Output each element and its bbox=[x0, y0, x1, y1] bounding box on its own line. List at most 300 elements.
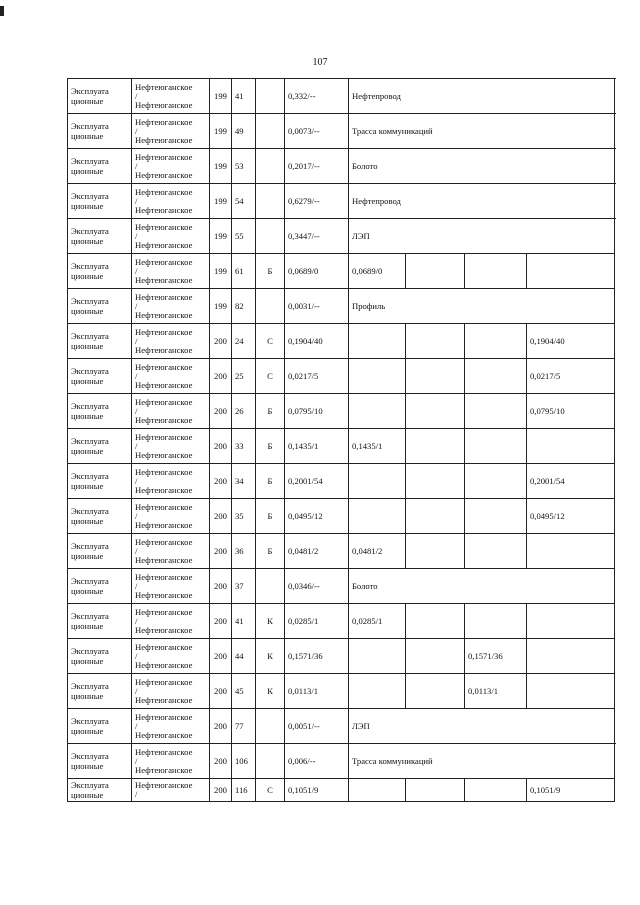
usage-type-cell bbox=[68, 149, 132, 184]
section-number-cell: 25 bbox=[232, 359, 256, 394]
usage-type-line: ционные bbox=[71, 376, 104, 386]
section-number-cell: 41 bbox=[232, 604, 256, 639]
usage-type-line: Эксплуата bbox=[71, 156, 109, 166]
note-cell: Профиль bbox=[349, 289, 615, 324]
category-cell: К bbox=[256, 604, 285, 639]
field-name-line: Нефтеюганское bbox=[135, 81, 193, 92]
usage-type-line: Эксплуата bbox=[71, 576, 109, 586]
section-number-cell: 26 bbox=[232, 394, 256, 429]
block-number-cell: 199 bbox=[210, 149, 232, 184]
split-col-4-cell bbox=[527, 534, 615, 569]
field-name-line: Нефтеюганское bbox=[135, 484, 193, 495]
area-cell: 0,0051/-- bbox=[285, 709, 349, 744]
split-col-3-cell bbox=[465, 779, 527, 802]
usage-type-line: Эксплуата bbox=[71, 366, 109, 376]
field-name-line: Нефтеюганское bbox=[135, 169, 193, 180]
block-number-cell: 200 bbox=[210, 604, 232, 639]
section-number-cell: 45 bbox=[232, 674, 256, 709]
field-name-line: Нефтеюганское bbox=[135, 729, 193, 740]
split-col-3-cell bbox=[465, 464, 527, 499]
usage-type-line: Эксплуата bbox=[71, 331, 109, 341]
usage-type-cell bbox=[68, 744, 132, 779]
usage-type-cell bbox=[68, 394, 132, 429]
area-cell: 0,1051/9 bbox=[285, 779, 349, 802]
block-number-cell: 199 bbox=[210, 114, 232, 149]
field-name-cell bbox=[132, 604, 210, 639]
field-name-line: / bbox=[135, 335, 138, 346]
area-cell: 0,2017/-- bbox=[285, 149, 349, 184]
field-name-line: / bbox=[135, 195, 138, 206]
area-cell: 0,0113/1 bbox=[285, 674, 349, 709]
usage-type-cell bbox=[68, 429, 132, 464]
area-cell: 0,0073/-- bbox=[285, 114, 349, 149]
section-number-cell: 35 bbox=[232, 499, 256, 534]
section-number-cell: 37 bbox=[232, 569, 256, 604]
usage-type-line: Эксплуата bbox=[71, 226, 109, 236]
page-number: 107 bbox=[312, 57, 328, 68]
block-number-cell: 200 bbox=[210, 464, 232, 499]
table-row bbox=[68, 499, 615, 534]
field-name-line: / bbox=[135, 720, 138, 731]
section-number-cell: 49 bbox=[232, 114, 256, 149]
field-name-line: Нефтеюганское bbox=[135, 641, 193, 652]
split-col-1-cell bbox=[349, 674, 406, 709]
field-name-line: Нефтеюганское bbox=[135, 554, 193, 565]
note-cell: ЛЭП bbox=[349, 709, 615, 744]
category-cell bbox=[256, 709, 285, 744]
usage-type-line: Эксплуата bbox=[71, 541, 109, 551]
table-row bbox=[68, 569, 615, 604]
block-number-cell: 200 bbox=[210, 744, 232, 779]
field-name-line: Нефтеюганское bbox=[135, 99, 193, 110]
area-cell: 0,0346/-- bbox=[285, 569, 349, 604]
table-row bbox=[68, 359, 615, 394]
field-name-line: Нефтеюганское bbox=[135, 361, 193, 372]
field-name-cell bbox=[132, 674, 210, 709]
split-col-2-cell bbox=[406, 674, 465, 709]
category-cell bbox=[256, 114, 285, 149]
usage-type-cell bbox=[68, 254, 132, 289]
table-body bbox=[68, 79, 615, 802]
section-number-cell: 55 bbox=[232, 219, 256, 254]
category-cell: К bbox=[256, 674, 285, 709]
forest-plots-table bbox=[67, 78, 615, 802]
table-row bbox=[68, 639, 615, 674]
usage-type-cell bbox=[68, 534, 132, 569]
field-name-line: / bbox=[135, 300, 138, 311]
field-name-line: / bbox=[135, 440, 138, 451]
split-col-2-cell bbox=[406, 464, 465, 499]
usage-type-line: Эксплуата bbox=[71, 751, 109, 761]
section-number-cell: 24 bbox=[232, 324, 256, 359]
split-col-2-cell bbox=[406, 534, 465, 569]
field-name-line: Нефтеюганское bbox=[135, 309, 193, 320]
field-name-line: Нефтеюганское bbox=[135, 711, 193, 722]
section-number-cell: 41 bbox=[232, 79, 256, 114]
split-col-2-cell bbox=[406, 499, 465, 534]
field-name-line: Нефтеюганское bbox=[135, 239, 193, 250]
usage-type-cell bbox=[68, 709, 132, 744]
split-col-1-cell bbox=[349, 394, 406, 429]
field-name-line: Нефтеюганское bbox=[135, 186, 193, 197]
field-name-line: / bbox=[135, 370, 138, 381]
table-row bbox=[68, 744, 615, 779]
usage-type-line: Эксплуата bbox=[71, 121, 109, 131]
table-row bbox=[68, 709, 615, 744]
usage-type-line: ционные bbox=[71, 516, 104, 526]
split-col-2-cell bbox=[406, 429, 465, 464]
block-number-cell: 200 bbox=[210, 429, 232, 464]
category-cell: Б bbox=[256, 499, 285, 534]
block-number-cell: 199 bbox=[210, 79, 232, 114]
usage-type-line: ционные bbox=[71, 411, 104, 421]
section-number-cell: 44 bbox=[232, 639, 256, 674]
table-row bbox=[68, 604, 615, 639]
field-name-line: / bbox=[135, 510, 138, 521]
usage-type-line: ционные bbox=[71, 166, 104, 176]
field-name-line: Нефтеюганское bbox=[135, 624, 193, 635]
usage-type-line: ционные bbox=[71, 790, 104, 800]
usage-type-line: ционные bbox=[71, 446, 104, 456]
usage-type-line: Эксплуата bbox=[71, 296, 109, 306]
field-name-line: Нефтеюганское bbox=[135, 764, 193, 775]
area-cell: 0,0481/2 bbox=[285, 534, 349, 569]
split-col-4-cell: 0,0495/12 bbox=[527, 499, 615, 534]
usage-type-cell bbox=[68, 569, 132, 604]
split-col-3-cell bbox=[465, 604, 527, 639]
section-number-cell: 106 bbox=[232, 744, 256, 779]
usage-type-line: ционные bbox=[71, 201, 104, 211]
note-cell: Нефтепровод bbox=[349, 184, 615, 219]
area-cell: 0,0285/1 bbox=[285, 604, 349, 639]
table-row bbox=[68, 324, 615, 359]
usage-type-cell bbox=[68, 359, 132, 394]
split-col-2-cell bbox=[406, 394, 465, 429]
split-col-2-cell bbox=[406, 254, 465, 289]
field-name-cell bbox=[132, 639, 210, 674]
field-name-line: Нефтеюганское bbox=[135, 431, 193, 442]
usage-type-cell bbox=[68, 464, 132, 499]
split-col-3-cell bbox=[465, 324, 527, 359]
table-row bbox=[68, 394, 615, 429]
usage-type-line: ционные bbox=[71, 236, 104, 246]
area-cell: 0,0217/5 bbox=[285, 359, 349, 394]
category-cell: Б bbox=[256, 429, 285, 464]
category-cell: С bbox=[256, 359, 285, 394]
area-cell: 0,006/-- bbox=[285, 744, 349, 779]
usage-type-line: Эксплуата bbox=[71, 436, 109, 446]
field-name-line: / bbox=[135, 580, 138, 591]
split-col-1-cell: 0,0689/0 bbox=[349, 254, 406, 289]
block-number-cell: 199 bbox=[210, 184, 232, 219]
field-name-cell bbox=[132, 184, 210, 219]
usage-type-cell bbox=[68, 219, 132, 254]
usage-type-cell bbox=[68, 779, 132, 802]
usage-type-cell bbox=[68, 289, 132, 324]
area-cell: 0,6279/-- bbox=[285, 184, 349, 219]
field-name-line: / bbox=[135, 230, 138, 241]
field-name-line: Нефтеюганское bbox=[135, 501, 193, 512]
block-number-cell: 200 bbox=[210, 674, 232, 709]
usage-type-cell bbox=[68, 674, 132, 709]
field-name-cell bbox=[132, 534, 210, 569]
split-col-4-cell: 0,1051/9 bbox=[527, 779, 615, 802]
table-row bbox=[68, 184, 615, 219]
field-name-line: / bbox=[135, 475, 138, 486]
category-cell bbox=[256, 219, 285, 254]
area-cell: 0,1904/40 bbox=[285, 324, 349, 359]
usage-type-line: ционные bbox=[71, 726, 104, 736]
table-row bbox=[68, 674, 615, 709]
field-name-line: Нефтеюганское bbox=[135, 291, 193, 302]
block-number-cell: 199 bbox=[210, 289, 232, 324]
section-number-cell: 82 bbox=[232, 289, 256, 324]
category-cell: Б bbox=[256, 534, 285, 569]
usage-type-line: ционные bbox=[71, 761, 104, 771]
split-col-4-cell: 0,1904/40 bbox=[527, 324, 615, 359]
field-name-cell bbox=[132, 324, 210, 359]
block-number-cell: 200 bbox=[210, 709, 232, 744]
table-row bbox=[68, 114, 615, 149]
area-cell: 0,0495/12 bbox=[285, 499, 349, 534]
field-name-line: / bbox=[135, 405, 138, 416]
section-number-cell: 61 bbox=[232, 254, 256, 289]
field-name-cell bbox=[132, 779, 210, 802]
split-col-2-cell bbox=[406, 604, 465, 639]
field-name-cell bbox=[132, 114, 210, 149]
category-cell bbox=[256, 569, 285, 604]
block-number-cell: 200 bbox=[210, 394, 232, 429]
usage-type-line: ционные bbox=[71, 271, 104, 281]
usage-type-line: ционные bbox=[71, 656, 104, 666]
field-name-cell bbox=[132, 429, 210, 464]
area-cell: 0,0795/10 bbox=[285, 394, 349, 429]
category-cell: С bbox=[256, 324, 285, 359]
usage-type-cell bbox=[68, 79, 132, 114]
block-number-cell: 199 bbox=[210, 219, 232, 254]
scan-corner-mark bbox=[0, 6, 4, 16]
usage-type-line: ционные bbox=[71, 96, 104, 106]
split-col-1-cell bbox=[349, 639, 406, 674]
field-name-line: Нефтеюганское bbox=[135, 414, 193, 425]
area-cell: 0,1435/1 bbox=[285, 429, 349, 464]
field-name-line: Нефтеюганское bbox=[135, 536, 193, 547]
field-name-line: Нефтеюганское bbox=[135, 221, 193, 232]
usage-type-cell bbox=[68, 604, 132, 639]
field-name-cell bbox=[132, 744, 210, 779]
block-number-cell: 200 bbox=[210, 639, 232, 674]
field-name-line: Нефтеюганское bbox=[135, 589, 193, 600]
field-name-cell bbox=[132, 499, 210, 534]
table-row bbox=[68, 149, 615, 184]
category-cell bbox=[256, 79, 285, 114]
block-number-cell: 199 bbox=[210, 254, 232, 289]
field-name-cell bbox=[132, 289, 210, 324]
usage-type-cell bbox=[68, 324, 132, 359]
split-col-3-cell: 0,1571/36 bbox=[465, 639, 527, 674]
usage-type-line: Эксплуата bbox=[71, 471, 109, 481]
category-cell: Б bbox=[256, 394, 285, 429]
category-cell: С bbox=[256, 779, 285, 802]
category-cell: К bbox=[256, 639, 285, 674]
field-name-line: Нефтеюганское bbox=[135, 571, 193, 582]
field-name-line: Нефтеюганское bbox=[135, 449, 193, 460]
field-name-cell bbox=[132, 394, 210, 429]
split-col-4-cell bbox=[527, 254, 615, 289]
split-col-4-cell: 0,2001/54 bbox=[527, 464, 615, 499]
usage-type-line: ционные bbox=[71, 551, 104, 561]
split-col-1-cell bbox=[349, 359, 406, 394]
block-number-cell: 200 bbox=[210, 779, 232, 802]
section-number-cell: 36 bbox=[232, 534, 256, 569]
split-col-3-cell bbox=[465, 499, 527, 534]
field-name-line: Нефтеюганское bbox=[135, 204, 193, 215]
usage-type-line: Эксплуата bbox=[71, 191, 109, 201]
field-name-line: / bbox=[135, 265, 138, 276]
usage-type-cell bbox=[68, 184, 132, 219]
table-row bbox=[68, 779, 615, 802]
area-cell: 0,0031/-- bbox=[285, 289, 349, 324]
category-cell bbox=[256, 149, 285, 184]
table-row bbox=[68, 534, 615, 569]
usage-type-line: Эксплуата bbox=[71, 86, 109, 96]
usage-type-line: ционные bbox=[71, 621, 104, 631]
field-name-line: Нефтеюганское bbox=[135, 379, 193, 390]
field-name-line: Нефтеюганское bbox=[135, 746, 193, 757]
category-cell: Б bbox=[256, 464, 285, 499]
usage-type-cell bbox=[68, 114, 132, 149]
category-cell bbox=[256, 744, 285, 779]
field-name-line: / bbox=[135, 685, 138, 696]
area-cell: 0,0689/0 bbox=[285, 254, 349, 289]
split-col-4-cell bbox=[527, 604, 615, 639]
section-number-cell: 33 bbox=[232, 429, 256, 464]
category-cell bbox=[256, 184, 285, 219]
field-name-cell bbox=[132, 569, 210, 604]
field-name-line: / bbox=[135, 545, 138, 556]
usage-type-line: Эксплуата bbox=[71, 506, 109, 516]
split-col-4-cell bbox=[527, 429, 615, 464]
split-col-1-cell bbox=[349, 779, 406, 802]
split-col-4-cell bbox=[527, 639, 615, 674]
table-row bbox=[68, 219, 615, 254]
split-col-1-cell: 0,0285/1 bbox=[349, 604, 406, 639]
field-name-line: Нефтеюганское bbox=[135, 134, 193, 145]
note-cell: Болото bbox=[349, 149, 615, 184]
block-number-cell: 200 bbox=[210, 359, 232, 394]
field-name-cell bbox=[132, 709, 210, 744]
split-col-4-cell: 0,0217/5 bbox=[527, 359, 615, 394]
usage-type-line: Эксплуата bbox=[71, 611, 109, 621]
split-col-2-cell bbox=[406, 639, 465, 674]
field-name-line: Нефтеюганское bbox=[135, 466, 193, 477]
split-col-3-cell bbox=[465, 359, 527, 394]
field-name-cell bbox=[132, 79, 210, 114]
usage-type-line: ционные bbox=[71, 481, 104, 491]
field-name-line: Нефтеюганское bbox=[135, 326, 193, 337]
split-col-4-cell bbox=[527, 674, 615, 709]
field-name-cell bbox=[132, 464, 210, 499]
block-number-cell: 200 bbox=[210, 324, 232, 359]
field-name-cell bbox=[132, 254, 210, 289]
category-cell bbox=[256, 289, 285, 324]
section-number-cell: 116 bbox=[232, 779, 256, 802]
field-name-line: Нефтеюганское bbox=[135, 606, 193, 617]
usage-type-line: Эксплуата bbox=[71, 401, 109, 411]
field-name-line: Нефтеюганское bbox=[135, 780, 193, 790]
note-cell: ЛЭП bbox=[349, 219, 615, 254]
split-col-1-cell bbox=[349, 324, 406, 359]
field-name-line: / bbox=[135, 615, 138, 626]
split-col-1-cell: 0,1435/1 bbox=[349, 429, 406, 464]
split-col-3-cell bbox=[465, 254, 527, 289]
field-name-line: / bbox=[135, 125, 138, 136]
field-name-line: Нефтеюганское bbox=[135, 344, 193, 355]
usage-type-line: Эксплуата bbox=[71, 780, 109, 790]
section-number-cell: 77 bbox=[232, 709, 256, 744]
usage-type-line: Эксплуата bbox=[71, 261, 109, 271]
split-col-4-cell: 0,0795/10 bbox=[527, 394, 615, 429]
field-name-line: Нефтеюганское bbox=[135, 116, 193, 127]
usage-type-cell bbox=[68, 499, 132, 534]
field-name-line: / bbox=[135, 789, 138, 799]
field-name-line: Нефтеюганское bbox=[135, 676, 193, 687]
table-row bbox=[68, 289, 615, 324]
table-row bbox=[68, 429, 615, 464]
split-col-3-cell bbox=[465, 394, 527, 429]
table-row bbox=[68, 79, 615, 114]
usage-type-line: ционные bbox=[71, 306, 104, 316]
field-name-line: Нефтеюганское bbox=[135, 396, 193, 407]
section-number-cell: 53 bbox=[232, 149, 256, 184]
field-name-cell bbox=[132, 219, 210, 254]
usage-type-line: Эксплуата bbox=[71, 646, 109, 656]
split-col-1-cell bbox=[349, 499, 406, 534]
split-col-2-cell bbox=[406, 324, 465, 359]
field-name-line: / bbox=[135, 755, 138, 766]
field-name-line: Нефтеюганское bbox=[135, 694, 193, 705]
field-name-line: Нефтеюганское bbox=[135, 519, 193, 530]
field-name-line: / bbox=[135, 160, 138, 171]
usage-type-line: ционные bbox=[71, 131, 104, 141]
table-row bbox=[68, 464, 615, 499]
note-cell: Трасса коммуникаций bbox=[349, 114, 615, 149]
usage-type-line: ционные bbox=[71, 341, 104, 351]
block-number-cell: 200 bbox=[210, 534, 232, 569]
field-name-line: / bbox=[135, 90, 138, 101]
usage-type-line: ционные bbox=[71, 691, 104, 701]
area-cell: 0,332/-- bbox=[285, 79, 349, 114]
split-col-1-cell bbox=[349, 464, 406, 499]
field-name-line: Нефтеюганское bbox=[135, 659, 193, 670]
area-cell: 0,3447/-- bbox=[285, 219, 349, 254]
usage-type-line: ционные bbox=[71, 586, 104, 596]
table-row bbox=[68, 254, 615, 289]
field-name-line: Нефтеюганское bbox=[135, 151, 193, 162]
block-number-cell: 200 bbox=[210, 499, 232, 534]
split-col-2-cell bbox=[406, 359, 465, 394]
split-col-3-cell bbox=[465, 429, 527, 464]
field-name-line: Нефтеюганское bbox=[135, 274, 193, 285]
usage-type-line: Эксплуата bbox=[71, 716, 109, 726]
usage-type-line: Эксплуата bbox=[71, 681, 109, 691]
field-name-cell bbox=[132, 359, 210, 394]
split-col-1-cell: 0,0481/2 bbox=[349, 534, 406, 569]
usage-type-cell bbox=[68, 639, 132, 674]
split-col-3-cell bbox=[465, 534, 527, 569]
section-number-cell: 54 bbox=[232, 184, 256, 219]
note-cell: Нефтепровод bbox=[349, 79, 615, 114]
